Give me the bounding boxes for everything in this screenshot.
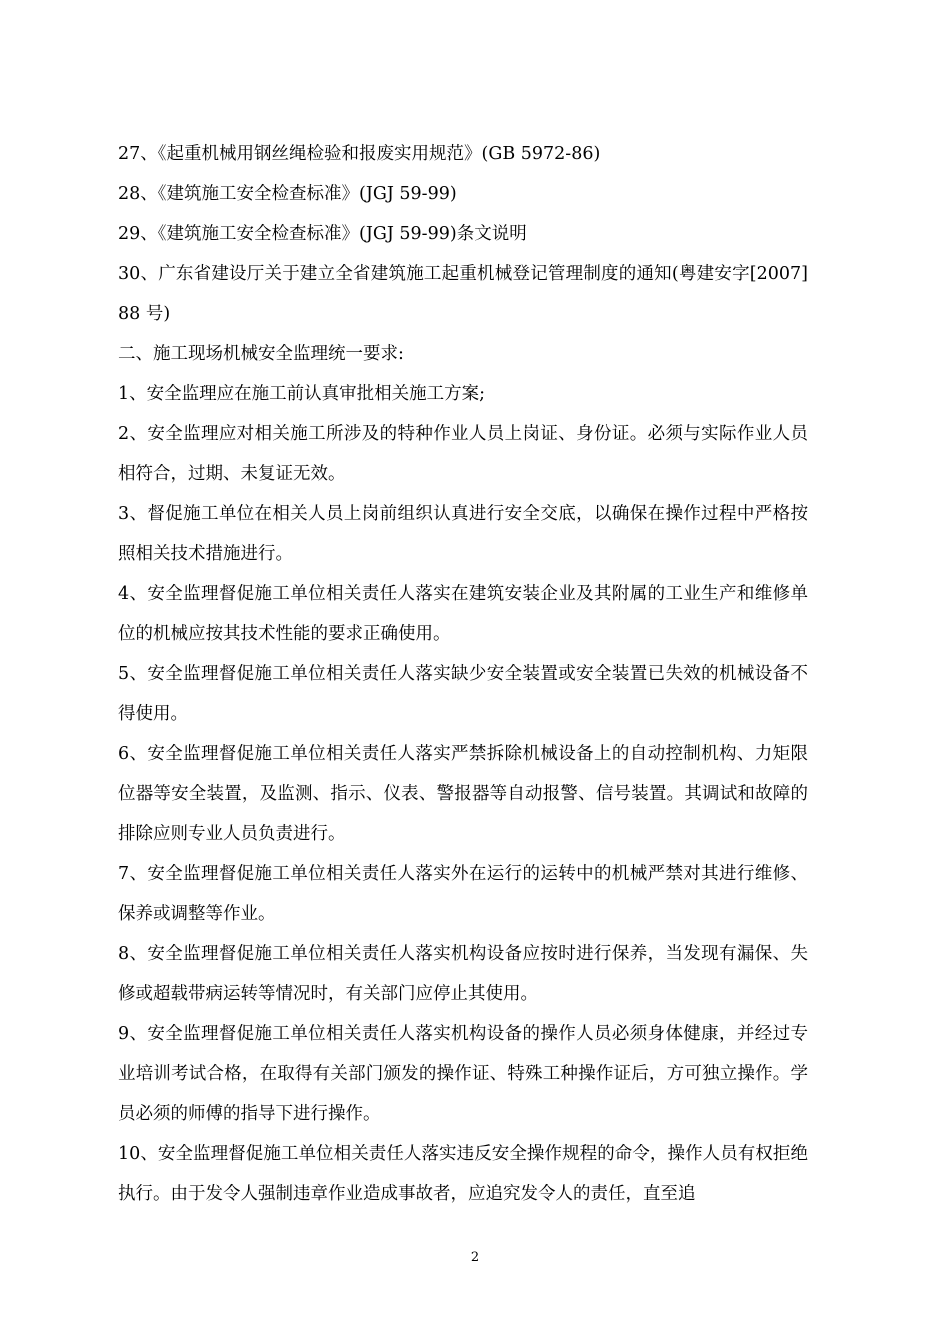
requirement-item-9: 9、安全监理督促施工单位相关责任人落实机构设备的操作人员必须身体健康，并经过专业培训考试合格，在取得有关部门颁发的操作证、特殊工种操作证后，方可独立操作。学员必须的师傅的指导下进行操作。	[118, 1024, 808, 1124]
requirement-item-7: 7、安全监理督促施工单位相关责任人落实外在运行的运转中的机械严禁对其进行维修、保养或调整等作业。	[118, 864, 808, 924]
requirement-item-1: 1、安全监理应在施工前认真审批相关施工方案;	[118, 384, 486, 404]
requirement-item-4: 4、安全监理督促施工单位相关责任人落实在建筑安装企业及其附属的工业生产和维修单位的机械应按其技术性能的要求正确使用。	[118, 584, 808, 644]
paragraph-item-30: 30、广东省建设厅关于建立全省建筑施工起重机械登记管理制度的通知(粤建安字[2007]88 号)	[118, 264, 808, 324]
page-number: 2	[470, 1250, 480, 1265]
requirement-item-2: 2、安全监理应对相关施工所涉及的特种作业人员上岗证、身份证。必须与实际作业人员相符合，过期、未复证无效。	[118, 424, 808, 484]
requirement-item-6: 6、安全监理督促施工单位相关责任人落实严禁拆除机械设备上的自动控制机构、力矩限位器等安全装置，及监测、指示、仪表、警报器等自动报警、信号装置。其调试和故障的排除应则专业人员负责进行。	[118, 744, 808, 844]
document-body	[118, 134, 808, 1214]
paragraph-item-27: 27、《起重机械用钢丝绳检验和报废实用规范》(GB 5972-86)	[118, 144, 601, 164]
requirement-item-8: 8、安全监理督促施工单位相关责任人落实机构设备应按时进行保养，当发现有漏保、失修或超载带病运转等情况时，有关部门应停止其使用。	[118, 944, 808, 1004]
paragraph-item-28: 28、《建筑施工安全检查标准》(JGJ 59-99)	[118, 184, 457, 204]
requirement-item-10: 10、安全监理督促施工单位相关责任人落实违反安全操作规程的命令，操作人员有权拒绝执行。由于发令人强制违章作业造成事故者，应追究发令人的责任，直至追	[118, 1144, 808, 1204]
section-heading: 二、施工现场机械安全监理统一要求:	[118, 344, 404, 364]
paragraph-item-29: 29、《建筑施工安全检查标准》(JGJ 59-99)条文说明	[118, 224, 527, 244]
requirement-item-5: 5、安全监理督促施工单位相关责任人落实缺少安全装置或安全装置已失效的机械设备不得使用。	[118, 664, 808, 724]
requirement-item-3: 3、督促施工单位在相关人员上岗前组织认真进行安全交底，以确保在操作过程中严格按照相关技术措施进行。	[118, 504, 808, 564]
